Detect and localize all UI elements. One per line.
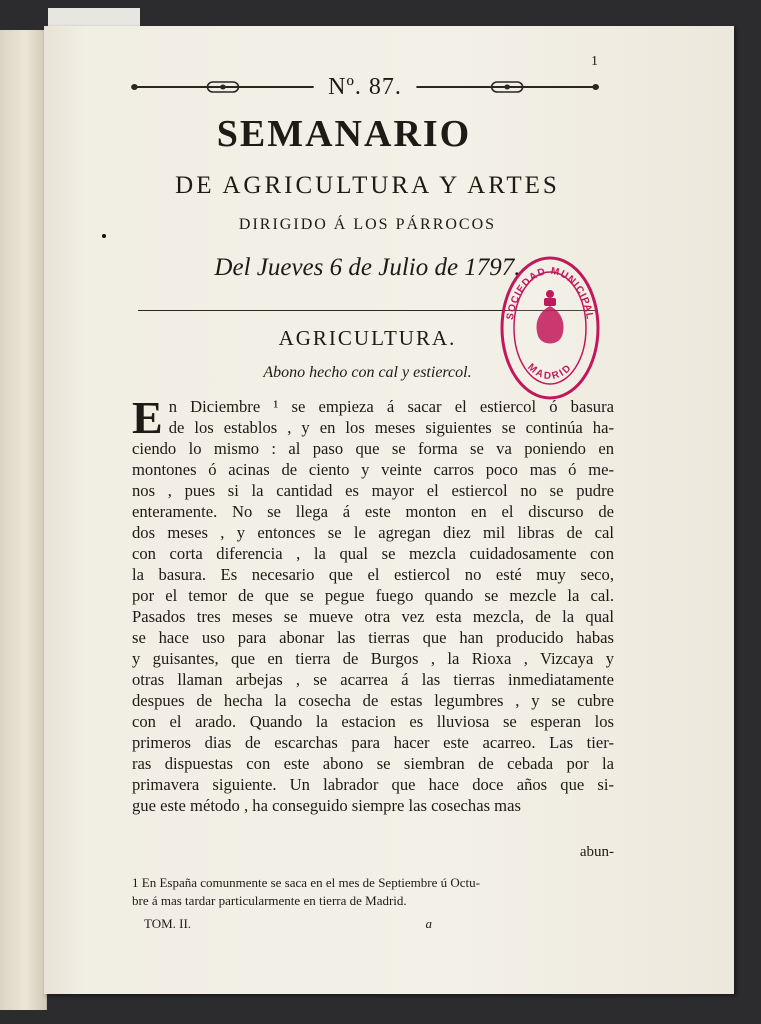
body-line: montones ó acinas de ciento y veinte carros poco mas ó me- — [132, 460, 614, 479]
body-line: otras llaman arbejas , se acarrea á las tierras inmediatamente — [132, 670, 614, 689]
signature-mark: a — [425, 916, 432, 931]
section-heading: AGRICULTURA. — [278, 326, 457, 350]
volume-label: TOM. II. — [144, 916, 192, 931]
body-line: primeros dias de escarchas para hacer este acarreo. Las tier- — [132, 733, 614, 752]
publication-title: SEMANARIO — [216, 113, 472, 155]
previous-page-edge — [0, 30, 47, 1010]
section-subheading: Abono hecho con cal y estiercol. — [263, 364, 472, 381]
body-line: con corta diferencia , la qual se mezcla cuidadosamente con — [132, 544, 614, 563]
drop-cap: E — [132, 392, 163, 443]
body-line: y guisantes, que en tierra de Burgos , la Rioxa , Vizcaya y — [132, 649, 614, 668]
body-line: enteramente. No se llega á este monton en el discurso de — [132, 502, 614, 521]
footnote-line: bre á mas tardar particularmente en tierra de Madrid. — [132, 893, 407, 908]
publication-audience: DIRIGIDO Á LOS PÁRROCOS — [238, 216, 497, 233]
signature-line — [144, 916, 444, 932]
article-body — [132, 392, 614, 816]
ink-speck — [102, 234, 106, 238]
body-line: con el arado. Quando la estacion es lluviosa se esperan los — [132, 712, 614, 731]
footnote-line: 1 En España comunmente se saca en el mes de Septiembre ú Octu- — [132, 875, 480, 890]
body-line: de los establos , y en los meses siguientes se continúa ha- — [168, 418, 614, 437]
body-line: gue este método , ha conseguido siempre las cosechas mas — [132, 796, 521, 815]
body-line: ciendo lo mismo : al paso que se forma se va poniendo en — [132, 439, 614, 458]
issue-date: Del Jueves 6 de Julio de 1797. — [214, 254, 521, 281]
stamp-bottom-text: MADRID — [525, 361, 575, 383]
catchword: abun- — [579, 844, 614, 860]
document-page — [44, 26, 734, 994]
body-line: la basura. Es necesario que el estiercol no esté muy seco, — [132, 565, 614, 584]
body-line: despues de hecha la cosecha de estas legumbres , y se cubre — [132, 691, 614, 710]
body-line: nos , pues si la cantidad es mayor el estiercol no se pudre — [132, 481, 614, 500]
body-line: por el temor de que se pegue fuego quando se mezcle la cal. — [132, 586, 614, 605]
body-line: se hace uso para abonar las tierras que han producido habas — [132, 628, 614, 647]
body-line: ras dispuestas con este abono se siembran de cebada por la — [132, 754, 614, 773]
body-line: Pasados tres meses se mueve otra vez esta mezcla, de la qual — [132, 607, 614, 626]
body-line: dos meses , y entonces se le agregan diez mil libras de cal — [132, 523, 614, 542]
left-ornament-icon — [130, 80, 318, 94]
page-number: 1 — [591, 54, 598, 69]
issue-number-line — [130, 72, 600, 102]
stamp-top-text: SOCIEDAD MUNICIPAL — [504, 265, 596, 321]
body-line: primavera siguiente. Un labrador que hace doce años que si- — [132, 775, 614, 794]
right-ornament-icon — [412, 80, 600, 94]
body-line: n Diciembre ¹ se empieza á sacar el estiercol ó basura — [168, 397, 614, 416]
publication-subtitle: DE AGRICULTURA Y ARTES — [175, 172, 560, 199]
footnote — [132, 874, 622, 910]
issue-number: Nº. 87. — [328, 73, 402, 100]
